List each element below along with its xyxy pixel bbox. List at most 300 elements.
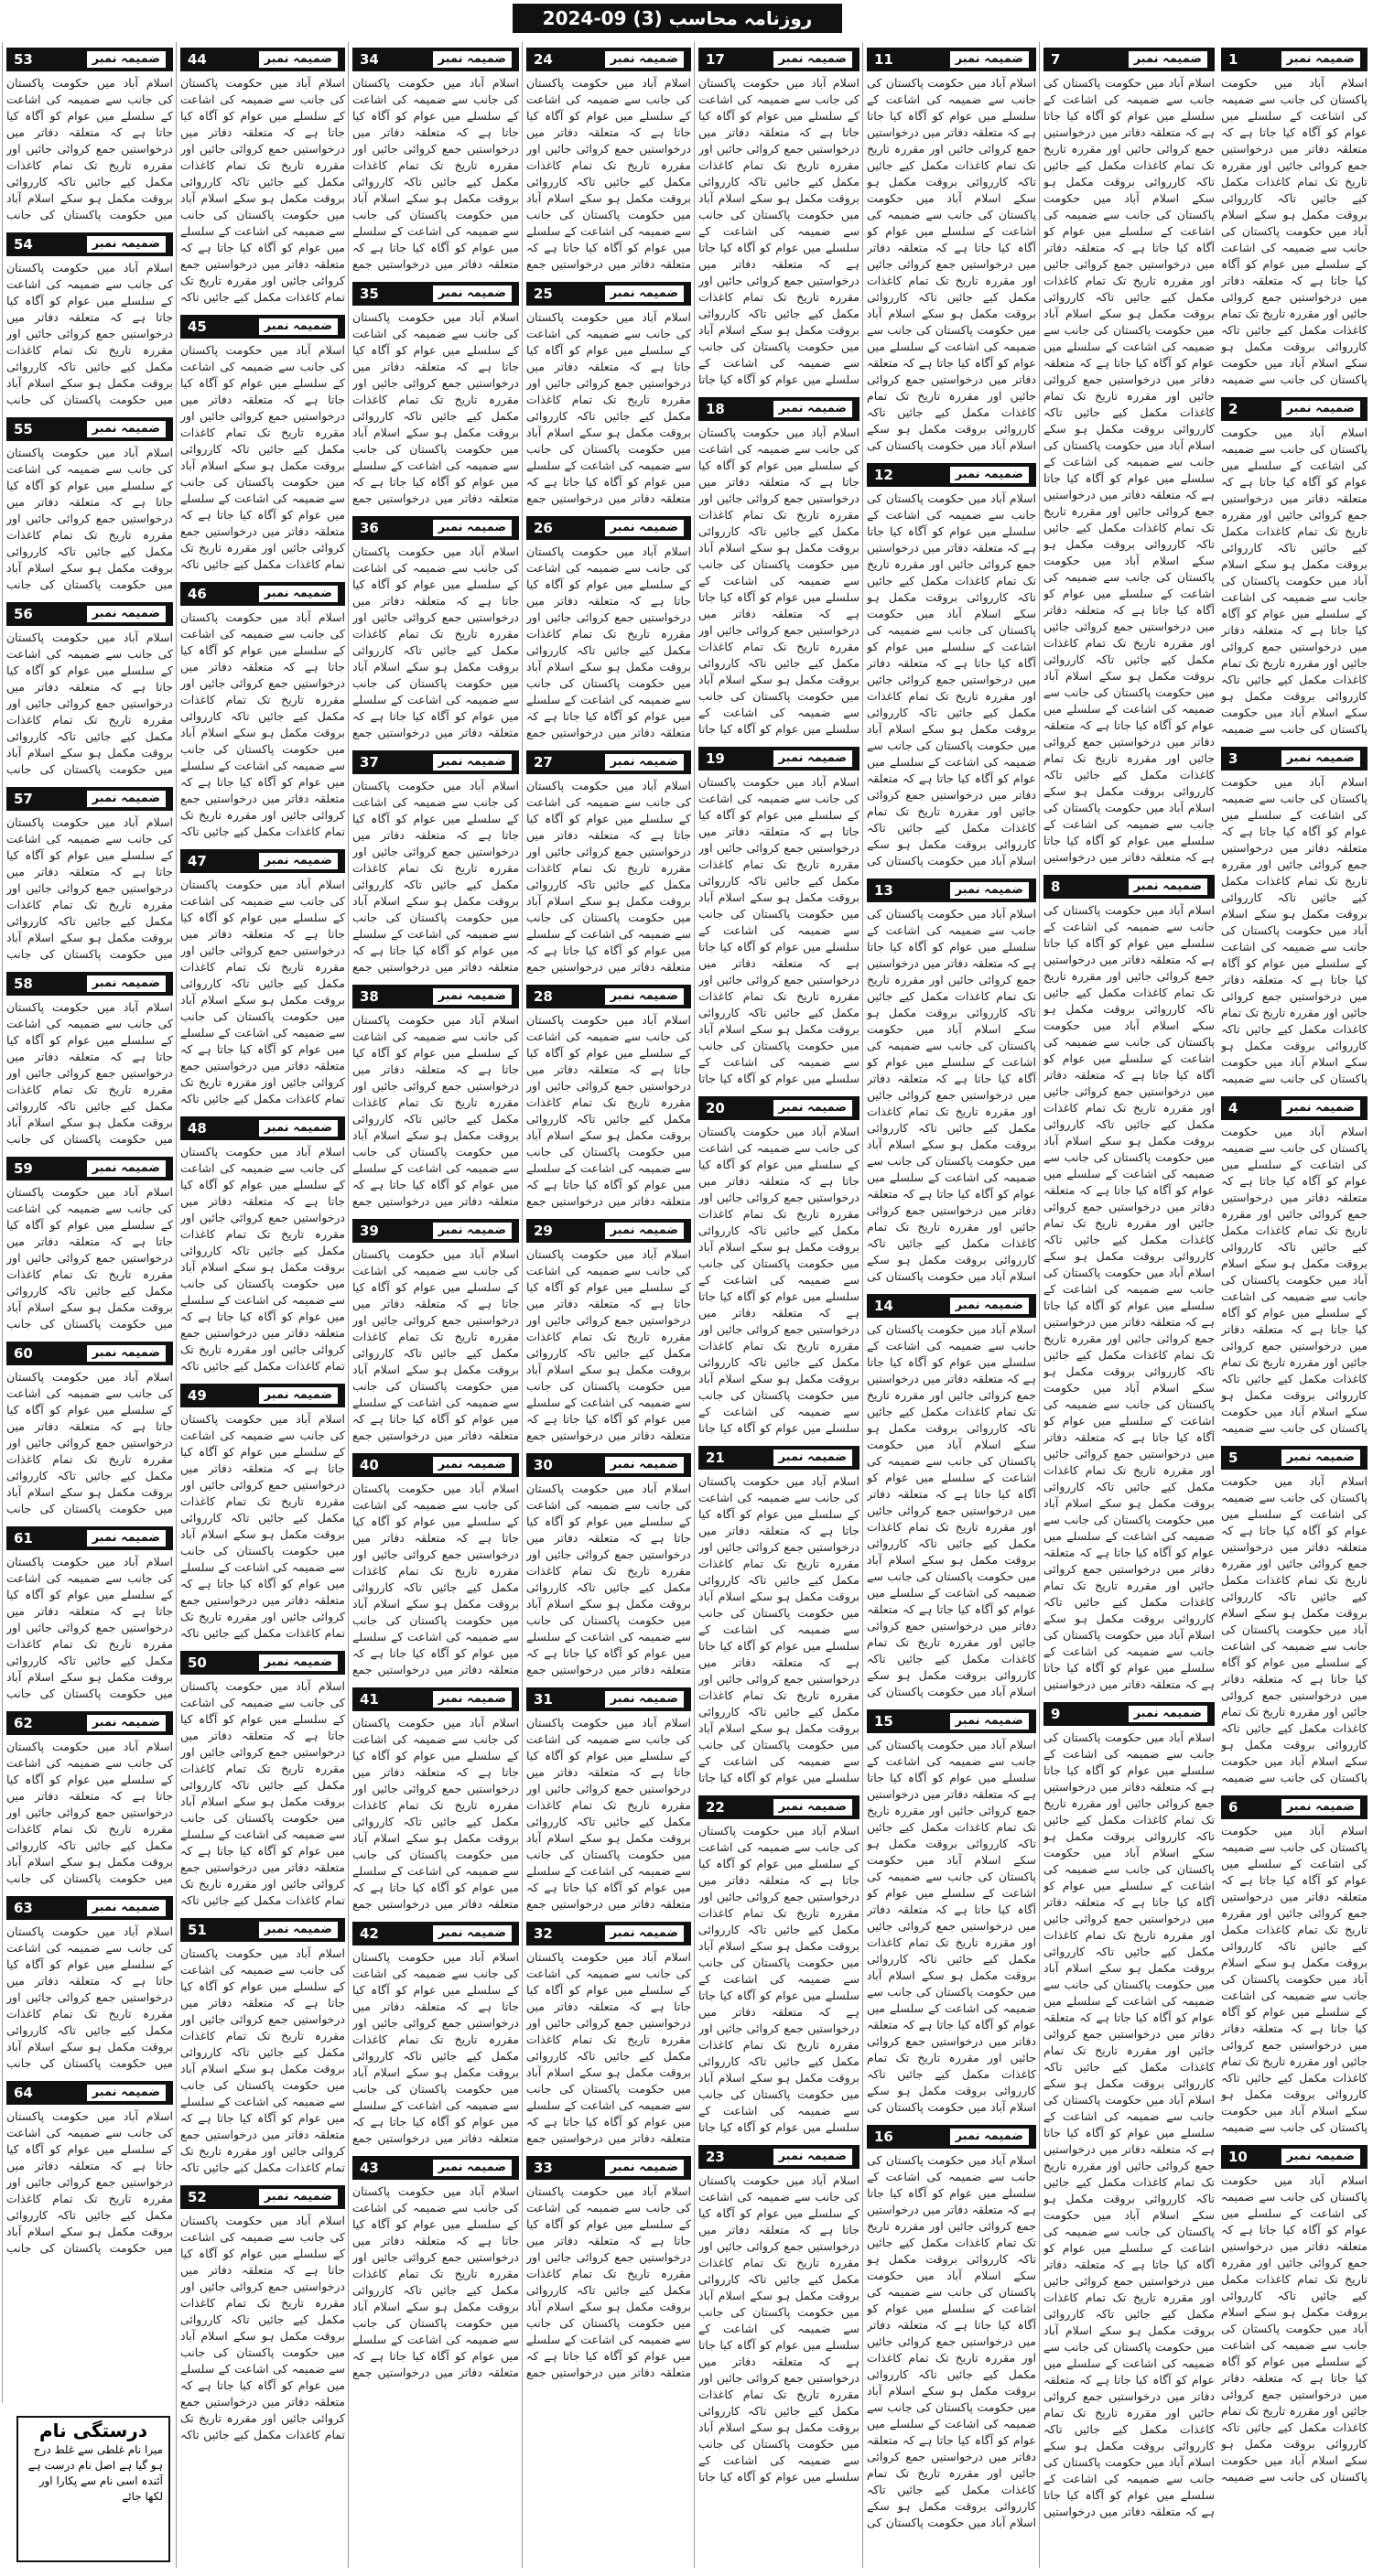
masthead: روزنامہ محاسب (3) 09-2024 xyxy=(513,4,842,33)
supplement-section xyxy=(180,48,345,306)
section-body: اسلام آباد میں حکومت پاکستان کی جانب سے ضمیمہ کی اشاعت کے سلسلے میں عوام کو آگاہ کیا جاتا ہے کہ متعلقہ دفاتر میں درخواستیں جمع کروائی جائیں اور مقررہ تاریخ تک تمام کاغذات مکمل کیے جائیں تاکہ کارروائی بروقت مکمل ہو سکے اسلام آباد میں حکومت پاکستان کی جانب سے ضمیمہ کی اشاعت کے سلسلے میں عوام کو آگاہ کیا جاتا ہے کہ متعلقہ دفاتر میں درخواستیں جمع xyxy=(352,544,519,739)
section-header xyxy=(698,747,859,771)
section-header xyxy=(352,1453,519,1477)
section-header xyxy=(526,48,691,71)
section-header xyxy=(180,2185,345,2209)
section-label: ضمیمہ نمبر xyxy=(773,1100,852,1116)
section-label: ضمیمہ نمبر xyxy=(605,988,684,1005)
supplement-section xyxy=(180,2185,345,2443)
section-header xyxy=(352,1687,519,1711)
supplement-section xyxy=(6,972,173,1148)
section-header xyxy=(180,1651,345,1675)
section-label: ضمیمہ نمبر xyxy=(1281,750,1360,767)
section-body: اسلام آباد میں حکومت پاکستان کی جانب سے ضمیمہ کی اشاعت کے سلسلے میں عوام کو آگاہ کیا جاتا ہے کہ متعلقہ دفاتر میں درخواستیں جمع کروائی جائیں اور مقررہ تاریخ تک تمام کاغذات مکمل کیے جائیں تاکہ کارروائی بروقت مکمل ہو سکے اسلام آباد میں حکومت پاکستان کی جانب سے ضمیمہ کی اشاعت کے سلسلے میں عوام کو آگاہ کیا جاتا ہے کہ متعلقہ دفاتر میں درخواستیں جمع کروائی جائیں اور مقررہ تاریخ تک تمام کاغذات مکمل کیے جائیں تاکہ کارروائی بروقت مکمل ہو سکے اسلام آباد میں حکومت پاکستان کی جانب سے ضمیمہ xyxy=(1221,2173,1368,2484)
section-header xyxy=(526,750,691,774)
section-label: ضمیمہ نمبر xyxy=(87,1530,166,1547)
section-label: ضمیمہ نمبر xyxy=(605,51,684,68)
section-label: ضمیمہ نمبر xyxy=(87,791,166,807)
section-label: ضمیمہ نمبر xyxy=(605,2160,684,2176)
section-label: ضمیمہ نمبر xyxy=(259,1654,338,1671)
section-body: اسلام آباد میں حکومت پاکستان کی جانب سے ضمیمہ کی اشاعت کے سلسلے میں عوام کو آگاہ کیا جاتا ہے کہ متعلقہ دفاتر میں درخواستیں جمع کروائی جائیں اور مقررہ تاریخ تک تمام کاغذات مکمل کیے جائیں تاکہ کارروائی بروقت مکمل ہو سکے اسلام آباد میں حکومت پاکستان کی جانب سے ضمیمہ کی اشاعت کے سلسلے میں عوام کو آگاہ کیا جاتا ہے کہ متعلقہ دفاتر میں درخواستیں جمع xyxy=(526,1950,691,2145)
section-header xyxy=(180,1918,345,1942)
supplement-section xyxy=(352,985,519,1210)
section-header xyxy=(352,985,519,1008)
section-body: اسلام آباد میں حکومت پاکستان کی جانب سے ضمیمہ کی اشاعت کے سلسلے میں عوام کو آگاہ کیا جاتا ہے کہ متعلقہ دفاتر میں درخواستیں جمع کروائی جائیں اور مقررہ تاریخ تک تمام کاغذات مکمل کیے جائیں تاکہ کارروائی بروقت مکمل ہو سکے اسلام آباد میں حکومت پاکستان کی جانب سے ضمیمہ کی اشاعت کے سلسلے میں عوام کو آگاہ کیا جاتا ہے کہ متعلقہ دفاتر میں درخواستیں جمع کروائی جائیں اور مقررہ تاریخ تک تمام کاغذات مکمل کیے جائیں تاکہ کارروائی بروقت مکمل ہو سکے اسلام آباد میں حکومت پاکستان کی جانب سے ضمیمہ کی اشاعت کے سلسلے میں عوام کو آگاہ کیا جاتا ہے کہ متعلقہ دفاتر میں درخواستیں جمع کروائی جائیں اور مقررہ تاریخ تک تمام کاغذات مکمل کیے جائیں تاکہ کارروائی بروقت مکمل ہو سکے اسلام آباد میں حکومت پاکستان کی xyxy=(867,1322,1036,1698)
section-header xyxy=(526,282,691,306)
section-label: ضمیمہ نمبر xyxy=(87,1345,166,1362)
supplement-section xyxy=(6,232,173,408)
section-label: ضمیمہ نمبر xyxy=(950,882,1029,899)
section-label: ضمیمہ نمبر xyxy=(1281,2149,1360,2165)
section-body: اسلام آباد میں حکومت پاکستان کی جانب سے ضمیمہ کی اشاعت کے سلسلے میں عوام کو آگاہ کیا جاتا ہے کہ متعلقہ دفاتر میں درخواستیں جمع کروائی جائیں اور مقررہ تاریخ تک تمام کاغذات مکمل کیے جائیں تاکہ کارروائی بروقت مکمل ہو سکے اسلام آباد میں حکومت پاکستان کی جانب xyxy=(6,1740,173,1885)
section-number: 31 xyxy=(534,1691,553,1708)
supplement-section xyxy=(6,1711,173,1887)
section-header xyxy=(1043,875,1215,899)
supplement-section xyxy=(867,878,1036,1285)
section-label: ضمیمہ نمبر xyxy=(605,1457,684,1473)
section-header xyxy=(698,397,859,421)
supplement-section xyxy=(698,1795,859,2136)
section-body: اسلام آباد میں حکومت پاکستان کی جانب سے ضمیمہ کی اشاعت کے سلسلے میں عوام کو آگاہ کیا جاتا ہے کہ متعلقہ دفاتر میں درخواستیں جمع کروائی جائیں اور مقررہ تاریخ تک تمام کاغذات مکمل کیے جائیں تاکہ کارروائی بروقت مکمل ہو سکے اسلام آباد میں حکومت پاکستان کی جانب سے ضمیمہ کی اشاعت کے سلسلے میں عوام کو آگاہ کیا جاتا ہے کہ متعلقہ دفاتر میں درخواستیں جمع xyxy=(526,779,691,974)
section-header xyxy=(698,1795,859,1819)
section-number: 34 xyxy=(360,51,379,68)
section-number: 42 xyxy=(360,1925,379,1942)
section-body: اسلام آباد میں حکومت پاکستان کی جانب سے ضمیمہ کی اشاعت کے سلسلے میں عوام کو آگاہ کیا جاتا ہے کہ متعلقہ دفاتر میں درخواستیں جمع کروائی جائیں اور مقررہ تاریخ تک تمام کاغذات مکمل کیے جائیں تاکہ کارروائی بروقت مکمل ہو سکے اسلام آباد میں حکومت پاکستان کی جانب سے ضمیمہ کی اشاعت کے سلسلے میں عوام کو آگاہ کیا جاتا ہے کہ متعلقہ دفاتر میں درخواستیں جمع xyxy=(352,1716,519,1911)
section-header xyxy=(6,1526,173,1550)
section-header xyxy=(352,1922,519,1945)
section-body: اسلام آباد میں حکومت پاکستان کی جانب سے ضمیمہ کی اشاعت کے سلسلے میں عوام کو آگاہ کیا جاتا ہے کہ متعلقہ دفاتر میں درخواستیں جمع کروائی جائیں اور مقررہ تاریخ تک تمام کاغذات مکمل کیے جائیں تاکہ کارروائی بروقت مکمل ہو سکے اسلام آباد میں حکومت پاکستان کی جانب سے ضمیمہ کی اشاعت کے سلسلے میں عوام کو آگاہ کیا جاتا ہے کہ متعلقہ دفاتر میں درخواستیں جمع xyxy=(526,1716,691,1911)
section-number: 36 xyxy=(360,520,379,536)
supplement-section xyxy=(180,315,345,573)
supplement-section xyxy=(1221,747,1368,1087)
section-number: 46 xyxy=(188,586,207,602)
section-number: 47 xyxy=(188,853,207,869)
section-header xyxy=(180,849,345,873)
section-label: ضمیمہ نمبر xyxy=(259,853,338,869)
supplement-section xyxy=(352,1453,519,1678)
section-number: 33 xyxy=(534,2160,553,2176)
section-header xyxy=(1221,2145,1368,2169)
section-label: ضمیمہ نمبر xyxy=(259,1387,338,1404)
supplement-section xyxy=(698,397,859,738)
section-label: ضمیمہ نمبر xyxy=(1129,878,1207,895)
supplement-section xyxy=(6,1526,173,1702)
section-label: ضمیمہ نمبر xyxy=(1281,1100,1360,1116)
section-body: اسلام آباد میں حکومت پاکستان کی جانب سے ضمیمہ کی اشاعت کے سلسلے میں عوام کو آگاہ کیا جاتا ہے کہ متعلقہ دفاتر میں درخواستیں جمع کروائی جائیں اور مقررہ تاریخ تک تمام کاغذات مکمل کیے جائیں تاکہ کارروائی بروقت مکمل ہو سکے اسلام آباد میں حکومت پاکستان کی جانب xyxy=(6,1000,173,1146)
section-header xyxy=(6,1896,173,1920)
section-label: ضمیمہ نمبر xyxy=(950,1298,1029,1314)
supplement-section xyxy=(867,48,1036,454)
supplement-section xyxy=(1221,397,1368,738)
section-body: اسلام آباد میں حکومت پاکستان کی جانب سے ضمیمہ کی اشاعت کے سلسلے میں عوام کو آگاہ کیا جاتا ہے کہ متعلقہ دفاتر میں درخواستیں جمع کروائی جائیں اور مقررہ تاریخ تک تمام کاغذات مکمل کیے جائیں تاکہ کارروائی بروقت مکمل ہو سکے اسلام آباد میں حکومت پاکستان کی جانب سے ضمیمہ کی اشاعت کے سلسلے میں عوام کو آگاہ کیا جاتا ہے کہ متعلقہ دفاتر میں درخواستیں جمع کروائی جائیں اور مقررہ تاریخ تک تمام کاغذات مکمل کیے جائیں تاکہ کارروائی بروقت مکمل ہو سکے اسلام آباد میں حکومت پاکستان کی جانب سے ضمیمہ xyxy=(1221,76,1368,386)
section-label: ضمیمہ نمبر xyxy=(950,467,1029,483)
section-body: اسلام آباد میں حکومت پاکستان کی جانب سے ضمیمہ کی اشاعت کے سلسلے میں عوام کو آگاہ کیا جاتا ہے کہ متعلقہ دفاتر میں درخواستیں جمع کروائی جائیں اور مقررہ تاریخ تک تمام کاغذات مکمل کیے جائیں تاکہ کارروائی بروقت مکمل ہو سکے اسلام آباد میں حکومت پاکستان کی جانب سے ضمیمہ کی اشاعت کے سلسلے میں عوام کو آگاہ کیا جاتا ہے کہ متعلقہ دفاتر میں درخواستیں جمع کروائی جائیں اور مقررہ تاریخ تک تمام کاغذات مکمل کیے جائیں تاکہ کارروائی بروقت مکمل ہو سکے اسلام آباد میں حکومت پاکستان کی جانب سے ضمیمہ کی اشاعت کے سلسلے میں عوام کو آگاہ کیا جاتا ہے کہ متعلقہ دفاتر میں درخواستیں جمع کروائی جائیں اور مقررہ تاریخ تک تمام کاغذات مکمل کیے جائیں تاکہ کارروائی بروقت مکمل ہو سکے اسلام آباد میں حکومت پاکستان کی جانب سے ضمیمہ کی اشاعت کے سلسلے میں عوام کو آگاہ کیا جاتا ہے کہ متعلقہ دفاتر میں درخواستیں جمع کروائی جائیں اور مقررہ تاریخ تک تمام کاغذات مکمل کیے جائیں تاکہ کارروائی بروقت مکمل ہو سکے اسلام آباد میں حکومت پاکستان کی جانب سے ضمیمہ کی اشاعت کے سلسلے میں عوام کو آگاہ کیا جاتا ہے کہ متعلقہ دفاتر میں درخواستیں جمع کروائی جائیں اور مقررہ تاریخ تک تمام کاغذات مکمل کیے جائیں تاکہ کارروائی بروقت مکمل ہو سکے اسلام آباد میں حکومت پاکستان کی جانب سے ضمیمہ کی اشاعت کے سلسلے میں عوام کو آگاہ کیا جاتا ہے کہ متعلقہ دفاتر میں درخواستیں جمع کروائی جائیں اور مقررہ تاریخ تک تمام کاغذات مکمل کیے جائیں تاکہ کارروائی بروقت مکمل ہو سکے اسلام آباد میں حکومت پاکستان کی جانب سے ضمیمہ کی اشاعت کے سلسلے میں عوام کو آگاہ کیا جاتا ہے کہ متعلقہ دفاتر میں درخواستیں xyxy=(1043,1730,1215,2518)
section-label: ضمیمہ نمبر xyxy=(433,51,512,68)
section-body: اسلام آباد میں حکومت پاکستان کی جانب سے ضمیمہ کی اشاعت کے سلسلے میں عوام کو آگاہ کیا جاتا ہے کہ متعلقہ دفاتر میں درخواستیں جمع کروائی جائیں اور مقررہ تاریخ تک تمام کاغذات مکمل کیے جائیں تاکہ کارروائی بروقت مکمل ہو سکے اسلام آباد میں حکومت پاکستان کی جانب سے ضمیمہ کی اشاعت کے سلسلے میں عوام کو آگاہ کیا جاتا ہے کہ متعلقہ دفاتر میں درخواستیں جمع xyxy=(526,544,691,739)
supplement-section xyxy=(180,1384,345,1642)
section-body: اسلام آباد میں حکومت پاکستان کی جانب سے ضمیمہ کی اشاعت کے سلسلے میں عوام کو آگاہ کیا جاتا ہے کہ متعلقہ دفاتر میں درخواستیں جمع کروائی جائیں اور مقررہ تاریخ تک تمام کاغذات مکمل کیے جائیں تاکہ کارروائی بروقت مکمل ہو سکے اسلام آباد میں حکومت پاکستان کی جانب xyxy=(6,1185,173,1331)
section-header xyxy=(867,2125,1036,2149)
section-header xyxy=(526,1453,691,1477)
supplement-section xyxy=(698,2145,859,2485)
section-number: 7 xyxy=(1051,51,1061,68)
section-body: اسلام آباد میں حکومت پاکستان کی جانب سے ضمیمہ کی اشاعت کے سلسلے میں عوام کو آگاہ کیا جاتا ہے کہ متعلقہ دفاتر میں درخواستیں جمع کروائی جائیں اور مقررہ تاریخ تک تمام کاغذات مکمل کیے جائیں تاکہ کارروائی بروقت مکمل ہو سکے اسلام آباد میں حکومت پاکستان کی جانب سے ضمیمہ کی اشاعت کے سلسلے میں عوام کو آگاہ کیا جاتا ہے کہ متعلقہ دفاتر میں درخواستیں جمع xyxy=(352,1247,519,1442)
section-number: 41 xyxy=(360,1691,379,1708)
section-header xyxy=(180,315,345,339)
section-label: ضمیمہ نمبر xyxy=(1129,51,1207,68)
section-body: اسلام آباد میں حکومت پاکستان کی جانب سے ضمیمہ کی اشاعت کے سلسلے میں عوام کو آگاہ کیا جاتا ہے کہ متعلقہ دفاتر میں درخواستیں جمع کروائی جائیں اور مقررہ تاریخ تک تمام کاغذات مکمل کیے جائیں تاکہ کارروائی بروقت مکمل ہو سکے اسلام آباد میں حکومت پاکستان کی جانب سے ضمیمہ کی اشاعت کے سلسلے میں عوام کو آگاہ کیا جاتا ہے کہ متعلقہ دفاتر میں درخواستیں جمع کروائی جائیں اور مقررہ تاریخ تک تمام کاغذات مکمل کیے جائیں تاکہ کارروائی بروقت مکمل ہو سکے اسلام آباد میں حکومت پاکستان کی جانب سے ضمیمہ کی اشاعت کے سلسلے میں عوام کو آگاہ کیا جاتا ہے کہ متعلقہ دفاتر میں درخواستیں جمع کروائی جائیں اور مقررہ تاریخ تک تمام کاغذات مکمل کیے جائیں تاکہ کارروائی بروقت مکمل ہو سکے اسلام آباد میں حکومت پاکستان کی xyxy=(867,1738,1036,2114)
section-label: ضمیمہ نمبر xyxy=(1129,1706,1207,1722)
section-number: 59 xyxy=(14,1160,33,1177)
section-number: 51 xyxy=(188,1922,207,1938)
section-body: اسلام آباد میں حکومت پاکستان کی جانب سے ضمیمہ کی اشاعت کے سلسلے میں عوام کو آگاہ کیا جاتا ہے کہ متعلقہ دفاتر میں درخواستیں جمع کروائی جائیں اور مقررہ تاریخ تک تمام کاغذات مکمل کیے جائیں تاکہ کارروائی بروقت مکمل ہو سکے اسلام آباد میں حکومت پاکستان کی جانب xyxy=(6,1555,173,1700)
section-header xyxy=(867,878,1036,902)
section-number: 12 xyxy=(874,467,893,483)
section-number: 52 xyxy=(188,2189,207,2205)
section-label: ضمیمہ نمبر xyxy=(1281,51,1360,68)
section-header xyxy=(1221,1446,1368,1470)
section-header xyxy=(867,1709,1036,1733)
section-label: ضمیمہ نمبر xyxy=(87,1715,166,1731)
column-7 xyxy=(176,42,349,2568)
section-number: 37 xyxy=(360,754,379,771)
section-label: ضمیمہ نمبر xyxy=(605,520,684,536)
section-label: ضمیمہ نمبر xyxy=(773,750,852,767)
column-5 xyxy=(522,42,695,2568)
section-label: ضمیمہ نمبر xyxy=(433,1691,512,1708)
supplement-section xyxy=(526,750,691,975)
correction-notice xyxy=(16,2416,170,2562)
section-label: ضمیمہ نمبر xyxy=(433,754,512,771)
section-header xyxy=(352,48,519,71)
section-header xyxy=(6,602,173,626)
section-number: 64 xyxy=(14,2085,33,2101)
section-header xyxy=(352,516,519,540)
section-number: 28 xyxy=(534,988,553,1005)
supplement-section xyxy=(526,1219,691,1444)
supplement-section xyxy=(526,48,691,273)
section-label: ضمیمہ نمبر xyxy=(259,1922,338,1938)
section-body: اسلام آباد میں حکومت پاکستان کی جانب سے ضمیمہ کی اشاعت کے سلسلے میں عوام کو آگاہ کیا جاتا ہے کہ متعلقہ دفاتر میں درخواستیں جمع کروائی جائیں اور مقررہ تاریخ تک تمام کاغذات مکمل کیے جائیں تاکہ کارروائی بروقت مکمل ہو سکے اسلام آباد میں حکومت پاکستان کی جانب سے ضمیمہ کی اشاعت کے سلسلے میں عوام کو آگاہ کیا جاتا ہے کہ متعلقہ دفاتر میں درخواستیں جمع کروائی جائیں اور مقررہ تاریخ تک تمام کاغذات مکمل کیے جائیں تاکہ کارروائی بروقت مکمل ہو سکے اسلام آباد میں حکومت پاکستان کی جانب سے ضمیمہ کی اشاعت کے سلسلے میں عوام کو آگاہ کیا جاتا xyxy=(698,1824,859,2134)
section-body: اسلام آباد میں حکومت پاکستان کی جانب سے ضمیمہ کی اشاعت کے سلسلے میں عوام کو آگاہ کیا جاتا ہے کہ متعلقہ دفاتر میں درخواستیں جمع کروائی جائیں اور مقررہ تاریخ تک تمام کاغذات مکمل کیے جائیں تاکہ کارروائی بروقت مکمل ہو سکے اسلام آباد میں حکومت پاکستان کی جانب سے ضمیمہ کی اشاعت کے سلسلے میں عوام کو آگاہ کیا جاتا ہے کہ متعلقہ دفاتر میں درخواستیں جمع xyxy=(352,1482,519,1676)
section-label: ضمیمہ نمبر xyxy=(87,236,166,253)
section-number: 11 xyxy=(874,51,893,68)
section-number: 10 xyxy=(1228,2149,1248,2165)
section-header xyxy=(352,750,519,774)
supplement-section xyxy=(6,602,173,778)
column-4 xyxy=(694,42,863,2568)
section-header xyxy=(6,232,173,256)
section-body: اسلام آباد میں حکومت پاکستان کی جانب سے ضمیمہ کی اشاعت کے سلسلے میں عوام کو آگاہ کیا جاتا ہے کہ متعلقہ دفاتر میں درخواستیں جمع کروائی جائیں اور مقررہ تاریخ تک تمام کاغذات مکمل کیے جائیں تاکہ کارروائی بروقت مکمل ہو سکے اسلام آباد میں حکومت پاکستان کی جانب سے ضمیمہ کی اشاعت کے سلسلے میں عوام کو آگاہ کیا جاتا ہے کہ متعلقہ دفاتر میں درخواستیں جمع کروائی جائیں اور مقررہ تاریخ تک تمام کاغذات مکمل کیے جائیں تاکہ کارروائی بروقت مکمل ہو سکے اسلام آباد میں حکومت پاکستان کی جانب سے ضمیمہ xyxy=(1221,1474,1368,1784)
section-label: ضمیمہ نمبر xyxy=(433,286,512,302)
section-number: 40 xyxy=(360,1457,379,1473)
section-body: اسلام آباد میں حکومت پاکستان کی جانب سے ضمیمہ کی اشاعت کے سلسلے میں عوام کو آگاہ کیا جاتا ہے کہ متعلقہ دفاتر میں درخواستیں جمع کروائی جائیں اور مقررہ تاریخ تک تمام کاغذات مکمل کیے جائیں تاکہ کارروائی بروقت مکمل ہو سکے اسلام آباد میں حکومت پاکستان کی جانب سے ضمیمہ کی اشاعت کے سلسلے میں عوام کو آگاہ کیا جاتا ہے کہ متعلقہ دفاتر میں درخواستیں جمع کروائی جائیں اور مقررہ تاریخ تک تمام کاغذات مکمل کیے جائیں تاکہ کارروائی بروقت مکمل ہو سکے اسلام آباد میں حکومت پاکستان کی جانب سے ضمیمہ xyxy=(1221,775,1368,1085)
section-body: اسلام آباد میں حکومت پاکستان کی جانب سے ضمیمہ کی اشاعت کے سلسلے میں عوام کو آگاہ کیا جاتا ہے کہ متعلقہ دفاتر میں درخواستیں جمع کروائی جائیں اور مقررہ تاریخ تک تمام کاغذات مکمل کیے جائیں تاکہ کارروائی بروقت مکمل ہو سکے اسلام آباد میں حکومت پاکستان کی جانب سے ضمیمہ کی اشاعت کے سلسلے میں عوام کو آگاہ کیا جاتا ہے کہ متعلقہ دفاتر میں درخواستیں جمع xyxy=(526,310,691,505)
section-header xyxy=(698,2145,859,2169)
section-body: اسلام آباد میں حکومت پاکستان کی جانب سے ضمیمہ کی اشاعت کے سلسلے میں عوام کو آگاہ کیا جاتا ہے کہ متعلقہ دفاتر میں درخواستیں جمع کروائی جائیں اور مقررہ تاریخ تک تمام کاغذات مکمل کیے جائیں تاکہ کارروائی بروقت مکمل ہو سکے اسلام آباد میں حکومت پاکستان کی جانب سے ضمیمہ کی اشاعت کے سلسلے میں عوام کو آگاہ کیا جاتا ہے کہ متعلقہ دفاتر میں درخواستیں جمع کروائی جائیں اور مقررہ تاریخ تک تمام کاغذات مکمل کیے جائیں تاکہ کارروائی بروقت مکمل ہو سکے اسلام آباد میں حکومت پاکستان کی جانب سے ضمیمہ کی اشاعت کے سلسلے میں عوام کو آگاہ کیا جاتا ہے کہ متعلقہ دفاتر میں درخواستیں جمع کروائی جائیں اور مقررہ تاریخ تک تمام کاغذات مکمل کیے جائیں تاکہ کارروائی بروقت مکمل ہو سکے اسلام آباد میں حکومت پاکستان کی xyxy=(867,907,1036,1283)
section-header xyxy=(867,463,1036,487)
section-header xyxy=(6,972,173,996)
section-number: 21 xyxy=(706,1450,725,1466)
section-label: ضمیمہ نمبر xyxy=(773,1450,852,1466)
supplement-section xyxy=(526,282,691,507)
section-header xyxy=(867,48,1036,71)
section-label: ضمیمہ نمبر xyxy=(433,988,512,1005)
supplement-section xyxy=(526,1922,691,2147)
section-number: 57 xyxy=(14,791,33,807)
supplement-section xyxy=(698,1096,859,1437)
section-number: 17 xyxy=(706,51,725,68)
supplement-section xyxy=(6,48,173,223)
section-number: 39 xyxy=(360,1223,379,1239)
supplement-section xyxy=(352,750,519,975)
section-number: 26 xyxy=(534,520,553,536)
supplement-section xyxy=(698,747,859,1087)
section-number: 25 xyxy=(534,286,553,302)
supplement-section xyxy=(6,1342,173,1517)
section-body: اسلام آباد میں حکومت پاکستان کی جانب سے ضمیمہ کی اشاعت کے سلسلے میں عوام کو آگاہ کیا جاتا ہے کہ متعلقہ دفاتر میں درخواستیں جمع کروائی جائیں اور مقررہ تاریخ تک تمام کاغذات مکمل کیے جائیں تاکہ کارروائی بروقت مکمل ہو سکے اسلام آباد میں حکومت پاکستان کی جانب سے ضمیمہ کی اشاعت کے سلسلے میں عوام کو آگاہ کیا جاتا ہے کہ متعلقہ دفاتر میں درخواستیں جمع کروائی جائیں اور مقررہ تاریخ تک تمام کاغذات مکمل کیے جائیں تاکہ xyxy=(180,1946,345,2174)
section-body: اسلام آباد میں حکومت پاکستان کی جانب سے ضمیمہ کی اشاعت کے سلسلے میں عوام کو آگاہ کیا جاتا ہے کہ متعلقہ دفاتر میں درخواستیں جمع کروائی جائیں اور مقررہ تاریخ تک تمام کاغذات مکمل کیے جائیں تاکہ کارروائی بروقت مکمل ہو سکے اسلام آباد میں حکومت پاکستان کی جانب سے ضمیمہ کی اشاعت کے سلسلے میں عوام کو آگاہ کیا جاتا ہے کہ متعلقہ دفاتر میں درخواستیں جمع xyxy=(526,2184,691,2379)
supplement-section xyxy=(526,516,691,741)
section-number: 4 xyxy=(1228,1100,1238,1116)
section-number: 14 xyxy=(874,1298,893,1314)
column-8 xyxy=(2,42,177,2403)
section-body: اسلام آباد میں حکومت پاکستان کی جانب سے ضمیمہ کی اشاعت کے سلسلے میں عوام کو آگاہ کیا جاتا ہے کہ متعلقہ دفاتر میں درخواستیں جمع کروائی جائیں اور مقررہ تاریخ تک تمام کاغذات مکمل کیے جائیں تاکہ کارروائی بروقت مکمل ہو سکے اسلام آباد میں حکومت پاکستان کی جانب سے ضمیمہ کی اشاعت کے سلسلے میں عوام کو آگاہ کیا جاتا ہے کہ متعلقہ دفاتر میں درخواستیں جمع کروائی جائیں اور مقررہ تاریخ تک تمام کاغذات مکمل کیے جائیں تاکہ کارروائی بروقت مکمل ہو سکے اسلام آباد میں حکومت پاکستان کی جانب سے ضمیمہ xyxy=(1221,1824,1368,2134)
section-label: ضمیمہ نمبر xyxy=(773,2149,852,2165)
section-header xyxy=(6,417,173,441)
section-number: 29 xyxy=(534,1223,553,1239)
section-body: اسلام آباد میں حکومت پاکستان کی جانب سے ضمیمہ کی اشاعت کے سلسلے میں عوام کو آگاہ کیا جاتا ہے کہ متعلقہ دفاتر میں درخواستیں جمع کروائی جائیں اور مقررہ تاریخ تک تمام کاغذات مکمل کیے جائیں تاکہ کارروائی بروقت مکمل ہو سکے اسلام آباد میں حکومت پاکستان کی جانب سے ضمیمہ کی اشاعت کے سلسلے میں عوام کو آگاہ کیا جاتا ہے کہ متعلقہ دفاتر میں درخواستیں جمع xyxy=(526,1482,691,1676)
section-header xyxy=(526,1687,691,1711)
section-number: 2 xyxy=(1228,401,1238,417)
section-label: ضمیمہ نمبر xyxy=(259,1120,338,1137)
section-number: 45 xyxy=(188,318,207,335)
supplement-section xyxy=(526,1687,691,1913)
section-body: اسلام آباد میں حکومت پاکستان کی جانب سے ضمیمہ کی اشاعت کے سلسلے میں عوام کو آگاہ کیا جاتا ہے کہ متعلقہ دفاتر میں درخواستیں جمع کروائی جائیں اور مقررہ تاریخ تک تمام کاغذات مکمل کیے جائیں تاکہ کارروائی بروقت مکمل ہو سکے اسلام آباد میں حکومت پاکستان کی جانب سے ضمیمہ کی اشاعت کے سلسلے میں عوام کو آگاہ کیا جاتا ہے کہ متعلقہ دفاتر میں درخواستیں جمع کروائی جائیں اور مقررہ تاریخ تک تمام کاغذات مکمل کیے جائیں تاکہ کارروائی بروقت مکمل ہو سکے اسلام آباد میں حکومت پاکستان کی جانب سے ضمیمہ کی اشاعت کے سلسلے میں عوام کو آگاہ کیا جاتا ہے کہ متعلقہ دفاتر میں درخواستیں جمع کروائی جائیں اور مقررہ تاریخ تک تمام کاغذات مکمل کیے جائیں تاکہ کارروائی بروقت مکمل ہو سکے اسلام آباد میں حکومت پاکستان کی xyxy=(867,491,1036,868)
section-header xyxy=(1221,747,1368,771)
section-body: اسلام آباد میں حکومت پاکستان کی جانب سے ضمیمہ کی اشاعت کے سلسلے میں عوام کو آگاہ کیا جاتا ہے کہ متعلقہ دفاتر میں درخواستیں جمع کروائی جائیں اور مقررہ تاریخ تک تمام کاغذات مکمل کیے جائیں تاکہ کارروائی بروقت مکمل ہو سکے اسلام آباد میں حکومت پاکستان کی جانب سے ضمیمہ کی اشاعت کے سلسلے میں عوام کو آگاہ کیا جاتا ہے کہ متعلقہ دفاتر میں درخواستیں جمع کروائی جائیں اور مقررہ تاریخ تک تمام کاغذات مکمل کیے جائیں تاکہ xyxy=(180,610,345,838)
section-number: 53 xyxy=(14,51,33,68)
section-body: اسلام آباد میں حکومت پاکستان کی جانب سے ضمیمہ کی اشاعت کے سلسلے میں عوام کو آگاہ کیا جاتا ہے کہ متعلقہ دفاتر میں درخواستیں جمع کروائی جائیں اور مقررہ تاریخ تک تمام کاغذات مکمل کیے جائیں تاکہ کارروائی بروقت مکمل ہو سکے اسلام آباد میں حکومت پاکستان کی جانب سے ضمیمہ کی اشاعت کے سلسلے میں عوام کو آگاہ کیا جاتا ہے کہ متعلقہ دفاتر میں درخواستیں جمع کروائی جائیں اور مقررہ تاریخ تک تمام کاغذات مکمل کیے جائیں تاکہ xyxy=(180,878,345,1105)
section-number: 58 xyxy=(14,975,33,992)
section-label: ضمیمہ نمبر xyxy=(605,754,684,771)
supplement-section xyxy=(1043,48,1215,866)
supplement-section xyxy=(180,582,345,840)
section-header xyxy=(180,1384,345,1407)
supplement-section xyxy=(6,787,173,963)
section-label: ضمیمہ نمبر xyxy=(1281,1450,1360,1466)
section-number: 19 xyxy=(706,750,725,767)
supplement-section xyxy=(1043,1702,1215,2520)
section-header xyxy=(6,2081,173,2105)
section-label: ضمیمہ نمبر xyxy=(87,1160,166,1177)
section-number: 24 xyxy=(534,51,553,68)
supplement-section xyxy=(867,463,1036,869)
section-label: ضمیمہ نمبر xyxy=(433,1223,512,1239)
supplement-section xyxy=(1221,1446,1368,1786)
section-label: ضمیمہ نمبر xyxy=(773,51,852,68)
section-number: 30 xyxy=(534,1457,553,1473)
section-body: اسلام آباد میں حکومت پاکستان کی جانب سے ضمیمہ کی اشاعت کے سلسلے میں عوام کو آگاہ کیا جاتا ہے کہ متعلقہ دفاتر میں درخواستیں جمع کروائی جائیں اور مقررہ تاریخ تک تمام کاغذات مکمل کیے جائیں تاکہ کارروائی بروقت مکمل ہو سکے اسلام آباد میں حکومت پاکستان کی جانب سے ضمیمہ کی اشاعت کے سلسلے میں عوام کو آگاہ کیا جاتا ہے کہ متعلقہ دفاتر میں درخواستیں جمع کروائی جائیں اور مقررہ تاریخ تک تمام کاغذات مکمل کیے جائیں تاکہ xyxy=(180,2214,345,2441)
section-header xyxy=(6,1342,173,1365)
section-number: 44 xyxy=(188,51,207,68)
section-number: 56 xyxy=(14,606,33,622)
supplement-section xyxy=(352,516,519,741)
section-body: اسلام آباد میں حکومت پاکستان کی جانب سے ضمیمہ کی اشاعت کے سلسلے میں عوام کو آگاہ کیا جاتا ہے کہ متعلقہ دفاتر میں درخواستیں جمع کروائی جائیں اور مقررہ تاریخ تک تمام کاغذات مکمل کیے جائیں تاکہ کارروائی بروقت مکمل ہو سکے اسلام آباد میں حکومت پاکستان کی جانب سے ضمیمہ کی اشاعت کے سلسلے میں عوام کو آگاہ کیا جاتا ہے کہ متعلقہ دفاتر میں درخواستیں جمع xyxy=(526,1013,691,1208)
section-body: اسلام آباد میں حکومت پاکستان کی جانب سے ضمیمہ کی اشاعت کے سلسلے میں عوام کو آگاہ کیا جاتا ہے کہ متعلقہ دفاتر میں درخواستیں جمع کروائی جائیں اور مقررہ تاریخ تک تمام کاغذات مکمل کیے جائیں تاکہ کارروائی بروقت مکمل ہو سکے اسلام آباد میں حکومت پاکستان کی جانب سے ضمیمہ کی اشاعت کے سلسلے میں عوام کو آگاہ کیا جاتا ہے کہ متعلقہ دفاتر میں درخواستیں جمع کروائی جائیں اور مقررہ تاریخ تک تمام کاغذات مکمل کیے جائیں تاکہ xyxy=(180,76,345,304)
column-3 xyxy=(862,42,1040,2568)
supplement-section xyxy=(526,1453,691,1678)
section-body: اسلام آباد میں حکومت پاکستان کی جانب سے ضمیمہ کی اشاعت کے سلسلے میں عوام کو آگاہ کیا جاتا ہے کہ متعلقہ دفاتر میں درخواستیں جمع کروائی جائیں اور مقررہ تاریخ تک تمام کاغذات مکمل کیے جائیں تاکہ کارروائی بروقت مکمل ہو سکے اسلام آباد میں حکومت پاکستان کی جانب xyxy=(6,446,173,591)
section-header xyxy=(1221,1096,1368,1120)
section-body: اسلام آباد میں حکومت پاکستان کی جانب سے ضمیمہ کی اشاعت کے سلسلے میں عوام کو آگاہ کیا جاتا ہے کہ متعلقہ دفاتر میں درخواستیں جمع کروائی جائیں اور مقررہ تاریخ تک تمام کاغذات مکمل کیے جائیں تاکہ کارروائی بروقت مکمل ہو سکے اسلام آباد میں حکومت پاکستان کی جانب سے ضمیمہ کی اشاعت کے سلسلے میں عوام کو آگاہ کیا جاتا ہے کہ متعلقہ دفاتر میں درخواستیں جمع xyxy=(352,1950,519,2145)
section-number: 3 xyxy=(1228,750,1238,767)
section-label: ضمیمہ نمبر xyxy=(605,1691,684,1708)
section-number: 49 xyxy=(188,1387,207,1404)
section-body: اسلام آباد میں حکومت پاکستان کی جانب سے ضمیمہ کی اشاعت کے سلسلے میں عوام کو آگاہ کیا جاتا ہے کہ متعلقہ دفاتر میں درخواستیں جمع کروائی جائیں اور مقررہ تاریخ تک تمام کاغذات مکمل کیے جائیں تاکہ کارروائی بروقت مکمل ہو سکے اسلام آباد میں حکومت پاکستان کی جانب سے ضمیمہ کی اشاعت کے سلسلے میں عوام کو آگاہ کیا جاتا ہے کہ متعلقہ دفاتر میں درخواستیں جمع کروائی جائیں اور مقررہ تاریخ تک تمام کاغذات مکمل کیے جائیں تاکہ کارروائی بروقت مکمل ہو سکے اسلام آباد میں حکومت پاکستان کی جانب سے ضمیمہ کی اشاعت کے سلسلے میں عوام کو آگاہ کیا جاتا ہے کہ متعلقہ دفاتر میں درخواستیں جمع کروائی جائیں اور مقررہ تاریخ تک تمام کاغذات مکمل کیے جائیں تاکہ کارروائی بروقت مکمل ہو سکے اسلام آباد میں حکومت پاکستان کی xyxy=(867,2153,1036,2529)
section-number: 62 xyxy=(14,1715,33,1731)
supplement-section xyxy=(867,1709,1036,2116)
supplement-section xyxy=(1221,2145,1368,2485)
section-header xyxy=(1043,1702,1215,1726)
section-number: 43 xyxy=(360,2160,379,2176)
section-header xyxy=(1043,48,1215,71)
section-number: 8 xyxy=(1051,878,1061,895)
section-number: 38 xyxy=(360,988,379,1005)
section-label: ضمیمہ نمبر xyxy=(1281,401,1360,417)
section-label: ضمیمہ نمبر xyxy=(1281,1799,1360,1816)
section-number: 54 xyxy=(14,236,33,253)
section-number: 27 xyxy=(534,754,553,771)
section-header xyxy=(526,985,691,1008)
section-label: ضمیمہ نمبر xyxy=(433,1457,512,1473)
section-header xyxy=(6,48,173,71)
section-body: اسلام آباد میں حکومت پاکستان کی جانب سے ضمیمہ کی اشاعت کے سلسلے میں عوام کو آگاہ کیا جاتا ہے کہ متعلقہ دفاتر میں درخواستیں جمع کروائی جائیں اور مقررہ تاریخ تک تمام کاغذات مکمل کیے جائیں تاکہ کارروائی بروقت مکمل ہو سکے اسلام آباد میں حکومت پاکستان کی جانب xyxy=(6,2109,173,2255)
supplement-section xyxy=(1043,875,1215,1693)
section-label: ضمیمہ نمبر xyxy=(433,1925,512,1942)
section-header xyxy=(867,1294,1036,1318)
supplement-section xyxy=(180,1918,345,2176)
supplement-section xyxy=(1221,1795,1368,2136)
section-body: اسلام آباد میں حکومت پاکستان کی جانب سے ضمیمہ کی اشاعت کے سلسلے میں عوام کو آگاہ کیا جاتا ہے کہ متعلقہ دفاتر میں درخواستیں جمع کروائی جائیں اور مقررہ تاریخ تک تمام کاغذات مکمل کیے جائیں تاکہ کارروائی بروقت مکمل ہو سکے اسلام آباد میں حکومت پاکستان کی جانب سے ضمیمہ کی اشاعت کے سلسلے میں عوام کو آگاہ کیا جاتا ہے کہ متعلقہ دفاتر میں درخواستیں جمع xyxy=(352,76,519,271)
section-number: 16 xyxy=(874,2129,893,2145)
section-body: اسلام آباد میں حکومت پاکستان کی جانب سے ضمیمہ کی اشاعت کے سلسلے میں عوام کو آگاہ کیا جاتا ہے کہ متعلقہ دفاتر میں درخواستیں جمع کروائی جائیں اور مقررہ تاریخ تک تمام کاغذات مکمل کیے جائیں تاکہ کارروائی بروقت مکمل ہو سکے اسلام آباد میں حکومت پاکستان کی جانب سے ضمیمہ کی اشاعت کے سلسلے میں عوام کو آگاہ کیا جاتا ہے کہ متعلقہ دفاتر میں درخواستیں جمع کروائی جائیں اور مقررہ تاریخ تک تمام کاغذات مکمل کیے جائیں تاکہ کارروائی بروقت مکمل ہو سکے اسلام آباد میں حکومت پاکستان کی جانب سے ضمیمہ کی اشاعت کے سلسلے میں عوام کو آگاہ کیا جاتا ہے کہ متعلقہ دفاتر میں درخواستیں جمع کروائی جائیں اور مقررہ تاریخ تک تمام کاغذات مکمل کیے جائیں تاکہ کارروائی بروقت مکمل ہو سکے اسلام آباد میں حکومت پاکستان کی جانب سے ضمیمہ کی اشاعت کے سلسلے میں عوام کو آگاہ کیا جاتا ہے کہ متعلقہ دفاتر میں درخواستیں جمع کروائی جائیں اور مقررہ تاریخ تک تمام کاغذات مکمل کیے جائیں تاکہ کارروائی بروقت مکمل ہو سکے اسلام آباد میں حکومت پاکستان کی جانب سے ضمیمہ کی اشاعت کے سلسلے میں عوام کو آگاہ کیا جاتا ہے کہ متعلقہ دفاتر میں درخواستیں جمع کروائی جائیں اور مقررہ تاریخ تک تمام کاغذات مکمل کیے جائیں تاکہ کارروائی بروقت مکمل ہو سکے اسلام آباد میں حکومت پاکستان کی جانب سے ضمیمہ کی اشاعت کے سلسلے میں عوام کو آگاہ کیا جاتا ہے کہ متعلقہ دفاتر میں درخواستیں جمع کروائی جائیں اور مقررہ تاریخ تک تمام کاغذات مکمل کیے جائیں تاکہ کارروائی بروقت مکمل ہو سکے اسلام آباد میں حکومت پاکستان کی جانب سے ضمیمہ کی اشاعت کے سلسلے میں عوام کو آگاہ کیا جاتا ہے کہ متعلقہ دفاتر میں درخواستیں xyxy=(1043,76,1215,864)
section-number: 55 xyxy=(14,421,33,437)
section-body: اسلام آباد میں حکومت پاکستان کی جانب سے ضمیمہ کی اشاعت کے سلسلے میں عوام کو آگاہ کیا جاتا ہے کہ متعلقہ دفاتر میں درخواستیں جمع کروائی جائیں اور مقررہ تاریخ تک تمام کاغذات مکمل کیے جائیں تاکہ کارروائی بروقت مکمل ہو سکے اسلام آباد میں حکومت پاکستان کی جانب xyxy=(6,1370,173,1515)
column-6 xyxy=(348,42,523,2568)
supplement-section xyxy=(352,1687,519,1913)
column-2 xyxy=(1039,42,1218,2568)
supplement-section xyxy=(352,2156,519,2381)
supplement-section xyxy=(180,1116,345,1374)
supplement-section xyxy=(526,2156,691,2381)
section-header xyxy=(526,1219,691,1243)
section-number: 50 xyxy=(188,1654,207,1671)
supplement-section xyxy=(352,1219,519,1444)
section-number: 18 xyxy=(706,401,725,417)
column-1 xyxy=(1217,42,1371,2568)
section-body: اسلام آباد میں حکومت پاکستان کی جانب سے ضمیمہ کی اشاعت کے سلسلے میں عوام کو آگاہ کیا جاتا ہے کہ متعلقہ دفاتر میں درخواستیں جمع کروائی جائیں اور مقررہ تاریخ تک تمام کاغذات مکمل کیے جائیں تاکہ کارروائی بروقت مکمل ہو سکے اسلام آباد میں حکومت پاکستان کی جانب سے ضمیمہ کی اشاعت کے سلسلے میں عوام کو آگاہ کیا جاتا ہے کہ متعلقہ دفاتر میں درخواستیں جمع کروائی جائیں اور مقررہ تاریخ تک تمام کاغذات مکمل کیے جائیں تاکہ کارروائی بروقت مکمل ہو سکے اسلام آباد میں حکومت پاکستان کی جانب سے ضمیمہ کی اشاعت کے سلسلے میں عوام کو آگاہ کیا جاتا xyxy=(698,775,859,1085)
section-body: اسلام آباد میں حکومت پاکستان کی جانب سے ضمیمہ کی اشاعت کے سلسلے میں عوام کو آگاہ کیا جاتا ہے کہ متعلقہ دفاتر میں درخواستیں جمع کروائی جائیں اور مقررہ تاریخ تک تمام کاغذات مکمل کیے جائیں تاکہ کارروائی بروقت مکمل ہو سکے اسلام آباد میں حکومت پاکستان کی جانب سے ضمیمہ کی اشاعت کے سلسلے میں عوام کو آگاہ کیا جاتا ہے کہ متعلقہ دفاتر میں درخواستیں جمع کروائی جائیں اور مقررہ تاریخ تک تمام کاغذات مکمل کیے جائیں تاکہ کارروائی بروقت مکمل ہو سکے اسلام آباد میں حکومت پاکستان کی جانب سے ضمیمہ کی اشاعت کے سلسلے میں عوام کو آگاہ کیا جاتا xyxy=(698,1474,859,1784)
section-label: ضمیمہ نمبر xyxy=(605,286,684,302)
notice-text: میرا نام غلطی سے غلط درج ہو گیا ہے اصل نام درست ہے آئندہ اسی نام سے پکارا اور لکھا جائے xyxy=(27,2443,163,2503)
section-label: ضمیمہ نمبر xyxy=(773,401,852,417)
supplement-section xyxy=(698,48,859,388)
supplement-section xyxy=(180,849,345,1107)
supplement-section xyxy=(352,48,519,273)
section-body: اسلام آباد میں حکومت پاکستان کی جانب سے ضمیمہ کی اشاعت کے سلسلے میں عوام کو آگاہ کیا جاتا ہے کہ متعلقہ دفاتر میں درخواستیں جمع کروائی جائیں اور مقررہ تاریخ تک تمام کاغذات مکمل کیے جائیں تاکہ کارروائی بروقت مکمل ہو سکے اسلام آباد میں حکومت پاکستان کی جانب سے ضمیمہ کی اشاعت کے سلسلے میں عوام کو آگاہ کیا جاتا ہے کہ متعلقہ دفاتر میں درخواستیں جمع کروائی جائیں اور مقررہ تاریخ تک تمام کاغذات مکمل کیے جائیں تاکہ کارروائی بروقت مکمل ہو سکے اسلام آباد میں حکومت پاکستان کی جانب سے ضمیمہ xyxy=(1221,426,1368,736)
section-header xyxy=(1221,397,1368,421)
section-number: 22 xyxy=(706,1799,725,1816)
section-number: 9 xyxy=(1051,1706,1061,1722)
section-label: ضمیمہ نمبر xyxy=(87,421,166,437)
section-header xyxy=(6,1711,173,1735)
section-label: ضمیمہ نمبر xyxy=(87,1900,166,1916)
section-body: اسلام آباد میں حکومت پاکستان کی جانب سے ضمیمہ کی اشاعت کے سلسلے میں عوام کو آگاہ کیا جاتا ہے کہ متعلقہ دفاتر میں درخواستیں جمع کروائی جائیں اور مقررہ تاریخ تک تمام کاغذات مکمل کیے جائیں تاکہ کارروائی بروقت مکمل ہو سکے اسلام آباد میں حکومت پاکستان کی جانب سے ضمیمہ کی اشاعت کے سلسلے میں عوام کو آگاہ کیا جاتا ہے کہ متعلقہ دفاتر میں درخواستیں جمع xyxy=(526,76,691,271)
section-label: ضمیمہ نمبر xyxy=(433,2160,512,2176)
section-label: ضمیمہ نمبر xyxy=(87,606,166,622)
section-body: اسلام آباد میں حکومت پاکستان کی جانب سے ضمیمہ کی اشاعت کے سلسلے میں عوام کو آگاہ کیا جاتا ہے کہ متعلقہ دفاتر میں درخواستیں جمع کروائی جائیں اور مقررہ تاریخ تک تمام کاغذات مکمل کیے جائیں تاکہ کارروائی بروقت مکمل ہو سکے اسلام آباد میں حکومت پاکستان کی جانب سے ضمیمہ کی اشاعت کے سلسلے میں عوام کو آگاہ کیا جاتا ہے کہ متعلقہ دفاتر میں درخواستیں جمع xyxy=(352,1013,519,1208)
section-body: اسلام آباد میں حکومت پاکستان کی جانب سے ضمیمہ کی اشاعت کے سلسلے میں عوام کو آگاہ کیا جاتا ہے کہ متعلقہ دفاتر میں درخواستیں جمع کروائی جائیں اور مقررہ تاریخ تک تمام کاغذات مکمل کیے جائیں تاکہ کارروائی بروقت مکمل ہو سکے اسلام آباد میں حکومت پاکستان کی جانب سے ضمیمہ کی اشاعت کے سلسلے میں عوام کو آگاہ کیا جاتا ہے کہ متعلقہ دفاتر میں درخواستیں جمع کروائی جائیں اور مقررہ تاریخ تک تمام کاغذات مکمل کیے جائیں تاکہ کارروائی بروقت مکمل ہو سکے اسلام آباد میں حکومت پاکستان کی جانب سے ضمیمہ کی اشاعت کے سلسلے میں عوام کو آگاہ کیا جاتا xyxy=(698,2173,859,2484)
section-body: اسلام آباد میں حکومت پاکستان کی جانب سے ضمیمہ کی اشاعت کے سلسلے میں عوام کو آگاہ کیا جاتا ہے کہ متعلقہ دفاتر میں درخواستیں جمع کروائی جائیں اور مقررہ تاریخ تک تمام کاغذات مکمل کیے جائیں تاکہ کارروائی بروقت مکمل ہو سکے اسلام آباد میں حکومت پاکستان کی جانب xyxy=(6,815,173,961)
section-body: اسلام آباد میں حکومت پاکستان کی جانب سے ضمیمہ کی اشاعت کے سلسلے میں عوام کو آگاہ کیا جاتا ہے کہ متعلقہ دفاتر میں درخواستیں جمع کروائی جائیں اور مقررہ تاریخ تک تمام کاغذات مکمل کیے جائیں تاکہ کارروائی بروقت مکمل ہو سکے اسلام آباد میں حکومت پاکستان کی جانب سے ضمیمہ کی اشاعت کے سلسلے میں عوام کو آگاہ کیا جاتا ہے کہ متعلقہ دفاتر میں درخواستیں جمع کروائی جائیں اور مقررہ تاریخ تک تمام کاغذات مکمل کیے جائیں تاکہ کارروائی بروقت مکمل ہو سکے اسلام آباد میں حکومت پاکستان کی جانب سے ضمیمہ کی اشاعت کے سلسلے میں عوام کو آگاہ کیا جاتا xyxy=(698,1125,859,1435)
section-header xyxy=(6,787,173,811)
section-header xyxy=(698,48,859,71)
section-body: اسلام آباد میں حکومت پاکستان کی جانب سے ضمیمہ کی اشاعت کے سلسلے میں عوام کو آگاہ کیا جاتا ہے کہ متعلقہ دفاتر میں درخواستیں جمع کروائی جائیں اور مقررہ تاریخ تک تمام کاغذات مکمل کیے جائیں تاکہ کارروائی بروقت مکمل ہو سکے اسلام آباد میں حکومت پاکستان کی جانب سے ضمیمہ کی اشاعت کے سلسلے میں عوام کو آگاہ کیا جاتا ہے کہ متعلقہ دفاتر میں درخواستیں جمع کروائی جائیں اور مقررہ تاریخ تک تمام کاغذات مکمل کیے جائیں تاکہ کارروائی بروقت مکمل ہو سکے اسلام آباد میں حکومت پاکستان کی جانب سے ضمیمہ کی اشاعت کے سلسلے میں عوام کو آگاہ کیا جاتا ہے کہ متعلقہ دفاتر میں درخواستیں جمع کروائی جائیں اور مقررہ تاریخ تک تمام کاغذات مکمل کیے جائیں تاکہ کارروائی بروقت مکمل ہو سکے اسلام آباد میں حکومت پاکستان کی جانب سے ضمیمہ کی اشاعت کے سلسلے میں عوام کو آگاہ کیا جاتا ہے کہ متعلقہ دفاتر میں درخواستیں جمع کروائی جائیں اور مقررہ تاریخ تک تمام کاغذات مکمل کیے جائیں تاکہ کارروائی بروقت مکمل ہو سکے اسلام آباد میں حکومت پاکستان کی جانب سے ضمیمہ کی اشاعت کے سلسلے میں عوام کو آگاہ کیا جاتا ہے کہ متعلقہ دفاتر میں درخواستیں جمع کروائی جائیں اور مقررہ تاریخ تک تمام کاغذات مکمل کیے جائیں تاکہ کارروائی بروقت مکمل ہو سکے اسلام آباد میں حکومت پاکستان کی جانب سے ضمیمہ کی اشاعت کے سلسلے میں عوام کو آگاہ کیا جاتا ہے کہ متعلقہ دفاتر میں درخواستیں جمع کروائی جائیں اور مقررہ تاریخ تک تمام کاغذات مکمل کیے جائیں تاکہ کارروائی بروقت مکمل ہو سکے اسلام آباد میں حکومت پاکستان کی جانب سے ضمیمہ کی اشاعت کے سلسلے میں عوام کو آگاہ کیا جاتا ہے کہ متعلقہ دفاتر میں درخواستیں xyxy=(1043,903,1215,1691)
section-header xyxy=(352,1219,519,1243)
section-label: ضمیمہ نمبر xyxy=(605,1925,684,1942)
section-label: ضمیمہ نمبر xyxy=(605,1223,684,1239)
section-label: ضمیمہ نمبر xyxy=(773,1799,852,1816)
section-body: اسلام آباد میں حکومت پاکستان کی جانب سے ضمیمہ کی اشاعت کے سلسلے میں عوام کو آگاہ کیا جاتا ہے کہ متعلقہ دفاتر میں درخواستیں جمع کروائی جائیں اور مقررہ تاریخ تک تمام کاغذات مکمل کیے جائیں تاکہ کارروائی بروقت مکمل ہو سکے اسلام آباد میں حکومت پاکستان کی جانب سے ضمیمہ کی اشاعت کے سلسلے میں عوام کو آگاہ کیا جاتا ہے کہ متعلقہ دفاتر میں درخواستیں جمع کروائی جائیں اور مقررہ تاریخ تک تمام کاغذات مکمل کیے جائیں تاکہ کارروائی بروقت مکمل ہو سکے اسلام آباد میں حکومت پاکستان کی جانب سے ضمیمہ کی اشاعت کے سلسلے میں عوام کو آگاہ کیا جاتا xyxy=(698,76,859,386)
section-number: 13 xyxy=(874,882,893,899)
section-body: اسلام آباد میں حکومت پاکستان کی جانب سے ضمیمہ کی اشاعت کے سلسلے میں عوام کو آگاہ کیا جاتا ہے کہ متعلقہ دفاتر میں درخواستیں جمع کروائی جائیں اور مقررہ تاریخ تک تمام کاغذات مکمل کیے جائیں تاکہ کارروائی بروقت مکمل ہو سکے اسلام آباد میں حکومت پاکستان کی جانب سے ضمیمہ کی اشاعت کے سلسلے میں عوام کو آگاہ کیا جاتا ہے کہ متعلقہ دفاتر میں درخواستیں جمع کروائی جائیں اور مقررہ تاریخ تک تمام کاغذات مکمل کیے جائیں تاکہ کارروائی بروقت مکمل ہو سکے اسلام آباد میں حکومت پاکستان کی جانب سے ضمیمہ کی اشاعت کے سلسلے میں عوام کو آگاہ کیا جاتا ہے کہ متعلقہ دفاتر میں درخواستیں جمع کروائی جائیں اور مقررہ تاریخ تک تمام کاغذات مکمل کیے جائیں تاکہ کارروائی بروقت مکمل ہو سکے اسلام آباد میں حکومت پاکستان کی xyxy=(867,76,1036,452)
supplement-section xyxy=(1221,48,1368,388)
section-body: اسلام آباد میں حکومت پاکستان کی جانب سے ضمیمہ کی اشاعت کے سلسلے میں عوام کو آگاہ کیا جاتا ہے کہ متعلقہ دفاتر میں درخواستیں جمع کروائی جائیں اور مقررہ تاریخ تک تمام کاغذات مکمل کیے جائیں تاکہ کارروائی بروقت مکمل ہو سکے اسلام آباد میں حکومت پاکستان کی جانب سے ضمیمہ کی اشاعت کے سلسلے میں عوام کو آگاہ کیا جاتا ہے کہ متعلقہ دفاتر میں درخواستیں جمع xyxy=(526,1247,691,1442)
supplement-section xyxy=(526,985,691,1210)
supplement-section xyxy=(1221,1096,1368,1437)
section-header xyxy=(352,2156,519,2180)
supplement-section xyxy=(180,1651,345,1909)
supplement-section xyxy=(867,2125,1036,2531)
section-label: ضمیمہ نمبر xyxy=(259,2189,338,2205)
section-number: 15 xyxy=(874,1713,893,1730)
section-label: ضمیمہ نمبر xyxy=(259,318,338,335)
section-body: اسلام آباد میں حکومت پاکستان کی جانب سے ضمیمہ کی اشاعت کے سلسلے میں عوام کو آگاہ کیا جاتا ہے کہ متعلقہ دفاتر میں درخواستیں جمع کروائی جائیں اور مقررہ تاریخ تک تمام کاغذات مکمل کیے جائیں تاکہ کارروائی بروقت مکمل ہو سکے اسلام آباد میں حکومت پاکستان کی جانب سے ضمیمہ کی اشاعت کے سلسلے میں عوام کو آگاہ کیا جاتا ہے کہ متعلقہ دفاتر میں درخواستیں جمع کروائی جائیں اور مقررہ تاریخ تک تمام کاغذات مکمل کیے جائیں تاکہ xyxy=(180,1412,345,1640)
section-number: 48 xyxy=(188,1120,207,1137)
supplement-section xyxy=(6,2081,173,2257)
section-body: اسلام آباد میں حکومت پاکستان کی جانب سے ضمیمہ کی اشاعت کے سلسلے میں عوام کو آگاہ کیا جاتا ہے کہ متعلقہ دفاتر میں درخواستیں جمع کروائی جائیں اور مقررہ تاریخ تک تمام کاغذات مکمل کیے جائیں تاکہ کارروائی بروقت مکمل ہو سکے اسلام آباد میں حکومت پاکستان کی جانب سے ضمیمہ کی اشاعت کے سلسلے میں عوام کو آگاہ کیا جاتا ہے کہ متعلقہ دفاتر میں درخواستیں جمع کروائی جائیں اور مقررہ تاریخ تک تمام کاغذات مکمل کیے جائیں تاکہ xyxy=(180,1145,345,1373)
section-body: اسلام آباد میں حکومت پاکستان کی جانب سے ضمیمہ کی اشاعت کے سلسلے میں عوام کو آگاہ کیا جاتا ہے کہ متعلقہ دفاتر میں درخواستیں جمع کروائی جائیں اور مقررہ تاریخ تک تمام کاغذات مکمل کیے جائیں تاکہ کارروائی بروقت مکمل ہو سکے اسلام آباد میں حکومت پاکستان کی جانب سے ضمیمہ کی اشاعت کے سلسلے میں عوام کو آگاہ کیا جاتا ہے کہ متعلقہ دفاتر میں درخواستیں جمع xyxy=(352,779,519,974)
section-body: اسلام آباد میں حکومت پاکستان کی جانب سے ضمیمہ کی اشاعت کے سلسلے میں عوام کو آگاہ کیا جاتا ہے کہ متعلقہ دفاتر میں درخواستیں جمع کروائی جائیں اور مقررہ تاریخ تک تمام کاغذات مکمل کیے جائیں تاکہ کارروائی بروقت مکمل ہو سکے اسلام آباد میں حکومت پاکستان کی جانب سے ضمیمہ کی اشاعت کے سلسلے میں عوام کو آگاہ کیا جاتا ہے کہ متعلقہ دفاتر میں درخواستیں جمع کروائی جائیں اور مقررہ تاریخ تک تمام کاغذات مکمل کیے جائیں تاکہ xyxy=(180,1679,345,1907)
section-label: ضمیمہ نمبر xyxy=(433,520,512,536)
section-number: 6 xyxy=(1228,1799,1238,1816)
section-header xyxy=(180,582,345,606)
section-number: 20 xyxy=(706,1100,725,1116)
section-number: 63 xyxy=(14,1900,33,1916)
section-body: اسلام آباد میں حکومت پاکستان کی جانب سے ضمیمہ کی اشاعت کے سلسلے میں عوام کو آگاہ کیا جاتا ہے کہ متعلقہ دفاتر میں درخواستیں جمع کروائی جائیں اور مقررہ تاریخ تک تمام کاغذات مکمل کیے جائیں تاکہ کارروائی بروقت مکمل ہو سکے اسلام آباد میں حکومت پاکستان کی جانب سے ضمیمہ کی اشاعت کے سلسلے میں عوام کو آگاہ کیا جاتا ہے کہ متعلقہ دفاتر میں درخواستیں جمع xyxy=(352,310,519,505)
section-label: ضمیمہ نمبر xyxy=(259,586,338,602)
section-header xyxy=(698,1096,859,1120)
section-label: ضمیمہ نمبر xyxy=(87,2085,166,2101)
section-number: 5 xyxy=(1228,1450,1238,1466)
section-number: 23 xyxy=(706,2149,725,2165)
section-header xyxy=(1221,48,1368,71)
section-label: ضمیمہ نمبر xyxy=(950,1713,1029,1730)
section-header xyxy=(180,48,345,71)
supplement-section xyxy=(6,417,173,593)
section-number: 32 xyxy=(534,1925,553,1942)
